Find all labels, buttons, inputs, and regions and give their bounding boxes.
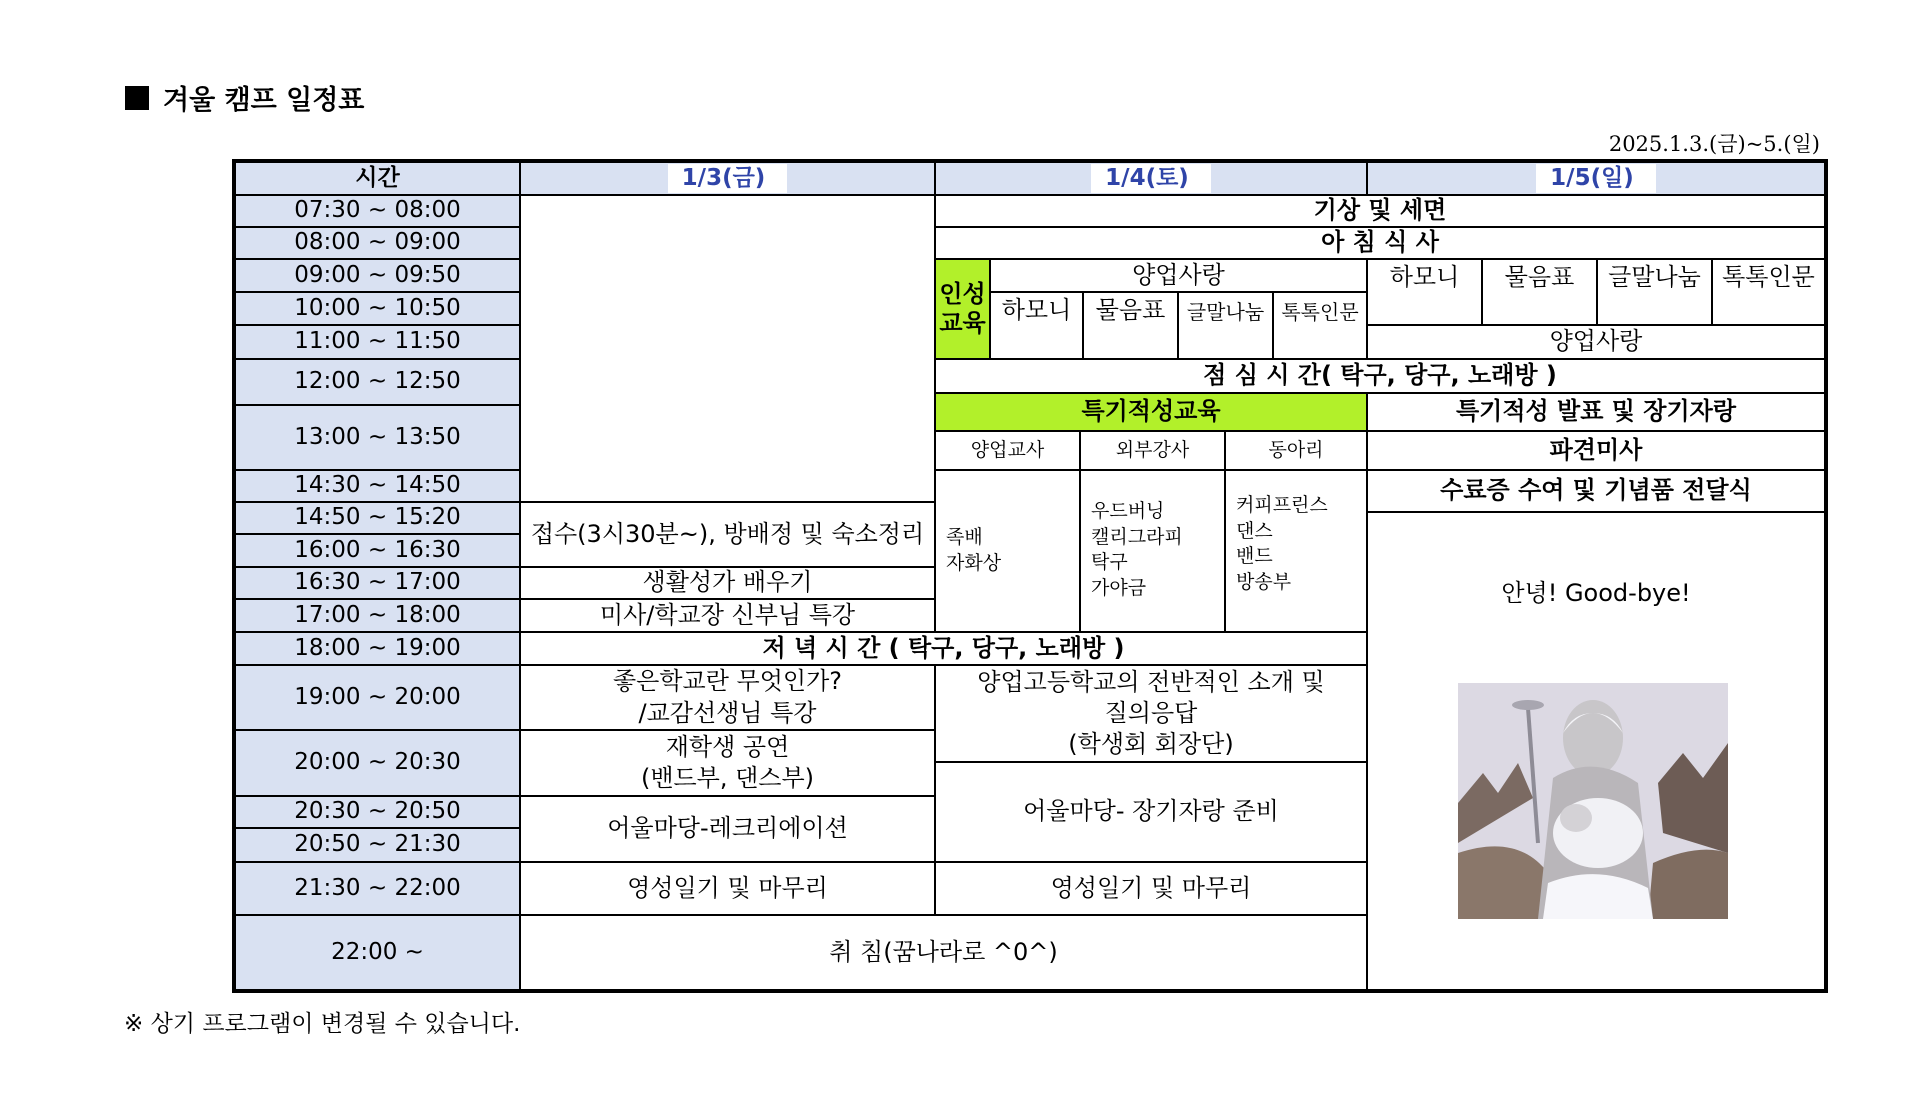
good-school-line1: 좋은학교란 무엇인가? [612,667,843,696]
external-item: 캘리그라피 [1091,525,1183,548]
day1-good-school [520,665,935,730]
teacher-list [935,470,1080,632]
day1-song: 생활성가 배우기 [520,567,935,599]
external-header: 외부강사 [1080,431,1225,470]
header-day1 [520,162,935,195]
time-cell: 20:00 ~ 20:30 [235,730,520,796]
intro-line1: 양업고등학교의 전반적인 소개 및 [977,667,1325,696]
day1-lecture: 미사/학교장 신부님 특강 [520,599,935,632]
time-cell: 12:00 ~ 12:50 [235,359,520,405]
time-cell: 14:30 ~ 14:50 [235,470,520,502]
day1-label: 1/3(금) [668,164,788,194]
performance-line1: 재학생 공연 [665,732,790,761]
time-cell: 20:30 ~ 20:50 [235,796,520,828]
day3-mass: 파견미사 [1367,431,1825,470]
day2-intro [935,665,1367,762]
external-item: 가야금 [1091,576,1147,599]
club-item: 밴드 [1236,545,1273,568]
day2-character-title: 양업사랑 [990,259,1367,292]
sleep-row: 취 침(꿈나라로 ^0^) [520,915,1367,990]
club-item: 댄스 [1236,519,1273,542]
day1-empty-cell [520,195,935,502]
day2-sharing: 글말나눔 [1178,292,1273,359]
dinner-row: 저 녁 시 간 ( 탁구, 당구, 노래방 ) [520,632,1367,665]
intro-line2: 질의응답 [1104,698,1198,727]
day3-sharing: 글말나눔 [1597,259,1712,325]
date-range: 2025.1.3.(금)~5.(일) [1608,132,1820,156]
intro-line3: (학생회 회장단) [1068,730,1234,759]
day1-journal: 영성일기 및 마무리 [520,862,935,915]
external-item: 우드버닝 [1091,500,1165,522]
day2-label: 1/4(토) [1091,164,1211,194]
club-item: 방송부 [1236,570,1292,593]
day2-journal: 영성일기 및 마무리 [935,862,1367,915]
day1-checkin: 접수(3시30분~), 방배정 및 숙소정리 [520,502,935,567]
breakfast-row: 아 침 식 사 [935,227,1825,259]
club-list [1225,470,1367,632]
footer-note: ※ 상기 프로그램이 변경될 수 있습니다. [124,1011,521,1037]
day3-certificate: 수료증 수여 및 기념품 전달식 [1367,470,1825,512]
day3-talk: 톡톡인문 [1712,259,1825,325]
character-education-label: 인성교육 [935,259,990,359]
teacher-item: 자화상 [946,552,1002,574]
time-cell: 19:00 ~ 20:00 [235,665,520,730]
time-cell: 13:00 ~ 13:50 [235,405,520,470]
time-cell: 11:00 ~ 11:50 [235,325,520,359]
day1-performance [520,730,935,796]
time-cell: 18:00 ~ 19:00 [235,632,520,665]
header-day3 [1367,162,1825,195]
day3-questions: 물음표 [1482,259,1597,325]
time-cell: 22:00 ~ [235,915,520,990]
lunch-row: 점 심 시 간( 탁구, 당구, 노래방 ) [935,359,1825,393]
external-list [1080,470,1225,632]
time-cell: 07:30 ~ 08:00 [235,195,520,227]
time-cell: 09:00 ~ 09:50 [235,259,520,292]
snow-statue-photo [1458,683,1728,919]
title-text: 겨울 캠프 일정표 [163,85,365,116]
time-cell: 20:50 ~ 21:30 [235,828,520,862]
club-item: 커피프린스 [1236,494,1328,516]
teacher-header: 양업교사 [935,431,1080,470]
day2-talk: 톡톡인문 [1273,292,1367,359]
time-cell: 17:00 ~ 18:00 [235,599,520,632]
day3-goodbye: 안녕! Good-bye! [1367,512,1825,990]
aptitude-education: 특기적성교육 [935,393,1367,431]
page-title [125,78,364,117]
header-day2 [935,162,1367,195]
day2-questions: 물음표 [1083,292,1178,359]
square-bullet-icon [125,86,149,110]
day3-harmony: 하모니 [1367,259,1482,325]
day1-recreation: 어울마당-레크리에이션 [520,796,935,862]
time-cell: 10:00 ~ 10:50 [235,292,520,325]
time-cell: 16:00 ~ 16:30 [235,534,520,567]
header-time: 시간 [235,162,520,195]
day2-talent-prep: 어울마당- 장기자랑 준비 [935,762,1367,862]
time-cell: 16:30 ~ 17:00 [235,567,520,599]
time-cell: 14:50 ~ 15:20 [235,502,520,534]
time-cell: 08:00 ~ 09:00 [235,227,520,259]
time-cell: 21:30 ~ 22:00 [235,862,520,915]
external-item: 탁구 [1091,551,1128,574]
day2-harmony: 하모니 [990,292,1083,359]
day3-presentation: 특기적성 발표 및 장기자랑 [1367,393,1825,431]
good-school-line2: /교감선생님 특강 [638,698,817,727]
teacher-item: 족배 [946,526,983,549]
day3-label: 1/5(일) [1536,164,1656,194]
performance-line2: (밴드부, 댄스부) [640,764,815,792]
day3-love: 양업사랑 [1367,325,1825,359]
club-header: 동아리 [1225,431,1367,470]
wake-up-row: 기상 및 세면 [935,195,1825,227]
